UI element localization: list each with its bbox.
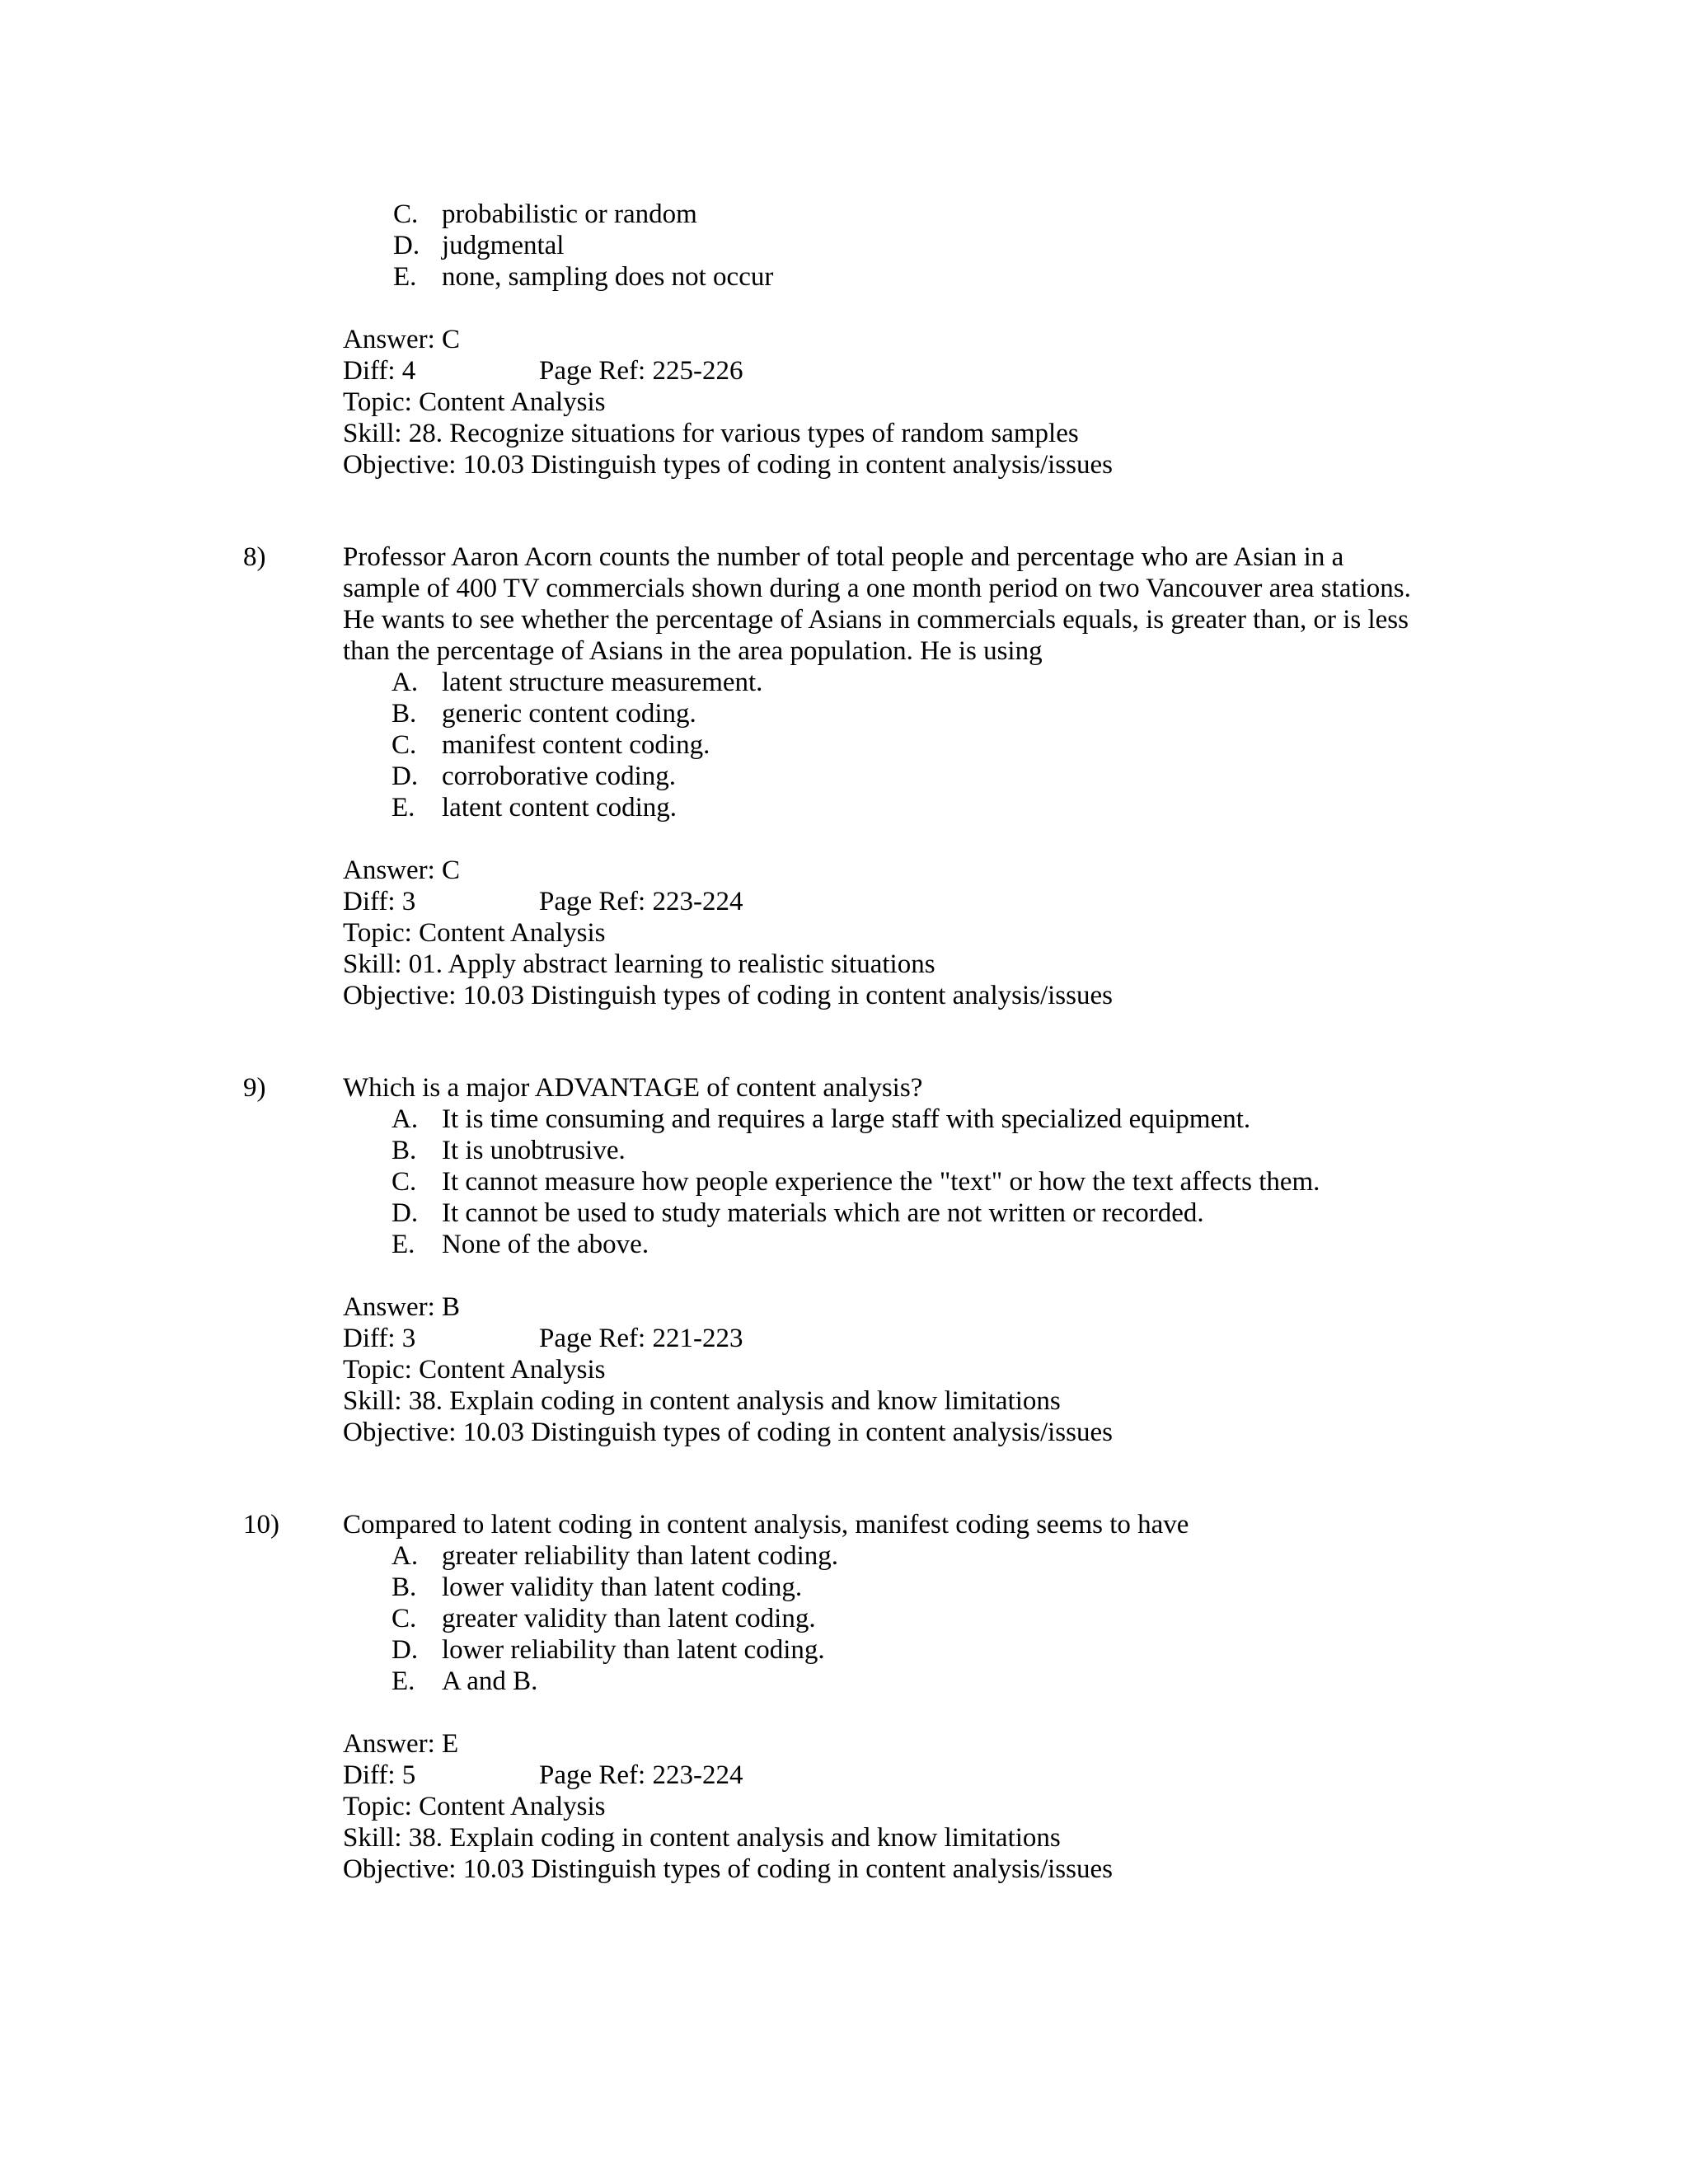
option-letter: A. <box>392 1104 419 1134</box>
page-ref: Page Ref: 223-224 <box>539 887 743 916</box>
question-stem-line: Professor Aaron Acorn counts the number of total people and percentage who are Asian in a <box>343 542 1344 572</box>
answer: Answer: C <box>343 855 461 885</box>
option-text: None of the above. <box>442 1230 649 1259</box>
option-letter: E. <box>392 1666 415 1696</box>
option-text: latent structure measurement. <box>442 668 763 697</box>
question-stem-line: Which is a major ADVANTAGE of content analysis? <box>343 1073 923 1103</box>
option-letter: C. <box>392 1167 417 1197</box>
option-text: latent content coding. <box>442 793 677 823</box>
skill: Skill: 28. Recognize situations for various types of random samples <box>343 419 1079 448</box>
skill: Skill: 38. Explain coding in content analysis and know limitations <box>343 1386 1061 1416</box>
question-number: 8) <box>243 542 266 572</box>
option-text: none, sampling does not occur <box>442 262 774 292</box>
option-letter: A. <box>392 668 419 697</box>
page-ref: Page Ref: 221-223 <box>539 1324 743 1353</box>
option-text: It cannot measure how people experience the "text" or how the text affects them. <box>442 1167 1320 1197</box>
option-text: It is time consuming and requires a large staff with specialized equipment. <box>442 1104 1251 1134</box>
option-text: It is unobtrusive. <box>442 1136 626 1165</box>
question-stem-line: sample of 400 TV commercials shown during a one month period on two Vancouver area stations. <box>343 574 1411 603</box>
answer: Answer: B <box>343 1292 461 1322</box>
option-letter: B. <box>392 1572 417 1602</box>
skill: Skill: 01. Apply abstract learning to realistic situations <box>343 949 935 979</box>
option-letter: E. <box>392 793 415 823</box>
topic: Topic: Content Analysis <box>343 1792 606 1821</box>
topic: Topic: Content Analysis <box>343 918 606 948</box>
difficulty: Diff: 3 <box>343 1324 416 1353</box>
answer: Answer: C <box>343 325 461 354</box>
option-text: judgmental <box>442 231 565 260</box>
option-text: manifest content coding. <box>442 730 710 760</box>
skill: Skill: 38. Explain coding in content analysis and know limitations <box>343 1823 1061 1853</box>
option-text: It cannot be used to study materials which are not written or recorded. <box>442 1198 1204 1228</box>
difficulty: Diff: 3 <box>343 887 416 916</box>
objective: Objective: 10.03 Distinguish types of coding in content analysis/issues <box>343 450 1113 480</box>
option-text: lower validity than latent coding. <box>442 1572 803 1602</box>
difficulty: Diff: 4 <box>343 356 416 386</box>
option-text: corroborative coding. <box>442 762 677 791</box>
option-letter: D. <box>392 1635 419 1665</box>
objective: Objective: 10.03 Distinguish types of coding in content analysis/issues <box>343 1854 1113 1884</box>
topic: Topic: Content Analysis <box>343 1355 606 1385</box>
option-letter: E. <box>393 262 417 292</box>
question-stem-line: Compared to latent coding in content analysis, manifest coding seems to have <box>343 1510 1189 1540</box>
option-letter: D. <box>392 762 419 791</box>
answer: Answer: E <box>343 1729 459 1759</box>
option-letter: D. <box>392 1198 419 1228</box>
option-text: A and B. <box>442 1666 538 1696</box>
option-text: generic content coding. <box>442 699 696 729</box>
option-letter: D. <box>393 231 420 260</box>
option-letter: B. <box>392 699 417 729</box>
objective: Objective: 10.03 Distinguish types of coding in content analysis/issues <box>343 1418 1113 1447</box>
page-ref: Page Ref: 225-226 <box>539 356 743 386</box>
topic: Topic: Content Analysis <box>343 387 606 417</box>
objective: Objective: 10.03 Distinguish types of coding in content analysis/issues <box>343 981 1113 1010</box>
page-ref: Page Ref: 223-224 <box>539 1760 743 1790</box>
question-number: 10) <box>243 1510 279 1540</box>
option-letter: A. <box>392 1541 419 1571</box>
option-text: greater reliability than latent coding. <box>442 1541 839 1571</box>
option-letter: C. <box>393 199 419 229</box>
option-letter: C. <box>392 730 417 760</box>
question-stem-line: He wants to see whether the percentage of Asians in commercials equals, is greater than, or is less <box>343 605 1409 635</box>
option-letter: E. <box>392 1230 415 1259</box>
option-text: greater validity than latent coding. <box>442 1604 816 1633</box>
option-text: probabilistic or random <box>442 199 697 229</box>
difficulty: Diff: 5 <box>343 1760 416 1790</box>
option-letter: C. <box>392 1604 417 1633</box>
option-text: lower reliability than latent coding. <box>442 1635 825 1665</box>
question-number: 9) <box>243 1073 266 1103</box>
question-stem-line: than the percentage of Asians in the area population. He is using <box>343 636 1043 666</box>
option-letter: B. <box>392 1136 417 1165</box>
